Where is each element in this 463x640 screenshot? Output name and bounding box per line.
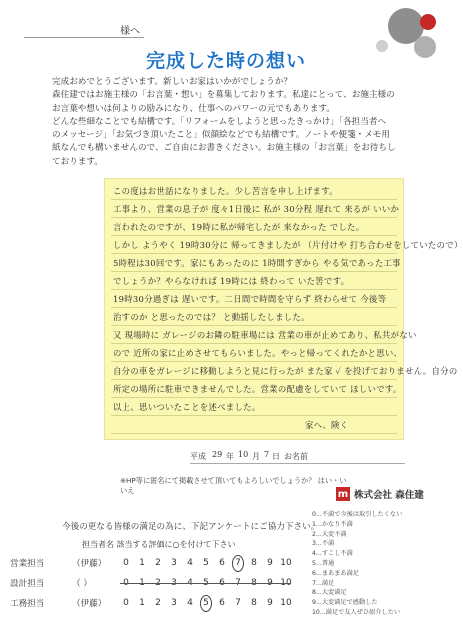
letter-rule bbox=[111, 379, 397, 380]
survey-row bbox=[10, 555, 294, 571]
date-month-label: 月 bbox=[252, 452, 260, 461]
rating-option[interactable]: 3 bbox=[171, 558, 177, 568]
salutation-field bbox=[24, 22, 144, 38]
survey-row bbox=[10, 595, 294, 611]
legend-item: 10...満足で友人ぜひ紹介したい bbox=[312, 608, 401, 616]
rating-option[interactable]: 3 bbox=[171, 578, 177, 588]
letter-rule bbox=[111, 415, 397, 416]
intro-line: どんな些細なことでも結構です。「リフォームをしようと思ったきっかけ」「各担当者へ bbox=[52, 116, 387, 127]
legend-item: 6...まあまあ満足 bbox=[312, 569, 359, 577]
rating-scale bbox=[118, 598, 294, 608]
letter-rule bbox=[111, 343, 397, 344]
legend-item: 5...普通 bbox=[312, 559, 335, 567]
company-brand bbox=[336, 486, 424, 502]
rating-option[interactable]: 10 bbox=[280, 578, 292, 588]
dot-red bbox=[420, 14, 436, 30]
legend-item: 3...不満 bbox=[312, 540, 335, 548]
rating-option[interactable]: 9 bbox=[267, 578, 273, 588]
letter-line: 5時程は30回です。家にもあったのに 1時間すぎから やる気であった工事 bbox=[113, 258, 401, 268]
letter-line: 又 現場時に ガレージのお隣の駐車場には 営業の車が止めてあり、私共がない bbox=[113, 330, 417, 340]
rating-option[interactable]: 6 bbox=[219, 558, 225, 568]
date-year-label: 年 bbox=[226, 452, 234, 461]
legend-item: 7...満足 bbox=[312, 579, 335, 587]
rating-option[interactable]: 2 bbox=[155, 578, 161, 588]
rating-option[interactable]: 8 bbox=[251, 558, 257, 568]
rating-option[interactable]: 1 bbox=[139, 558, 145, 568]
legend-item: 4...すこし不満 bbox=[312, 550, 353, 558]
rating-option[interactable]: 5 bbox=[203, 558, 209, 568]
legend-item: 2...大変不満 bbox=[312, 530, 347, 538]
rating-option[interactable]: 0 bbox=[123, 558, 129, 568]
letter-line: 言われたのですが、19時に私が帰宅したが 来なかった でした。 bbox=[113, 222, 365, 232]
legend-item: 1...かなり不満 bbox=[312, 520, 353, 528]
legend-item: 0...不満で今後は取引したくない bbox=[312, 511, 403, 518]
salutation-label: 様へ bbox=[120, 26, 140, 37]
rating-option[interactable]: 0 bbox=[123, 598, 129, 608]
rating-option[interactable]: 3 bbox=[171, 598, 177, 608]
date-day: 7 bbox=[264, 450, 270, 459]
letter-rule bbox=[111, 217, 397, 218]
letter-rule bbox=[111, 271, 397, 272]
design-row-strikethrough bbox=[120, 583, 290, 584]
rating-option[interactable]: 10 bbox=[280, 558, 292, 568]
rating-option[interactable]: 7 bbox=[235, 578, 241, 588]
rating-option[interactable]: 5 bbox=[203, 578, 209, 588]
rating-option[interactable]: 9 bbox=[267, 558, 273, 568]
rating-option[interactable]: 9 bbox=[267, 598, 273, 608]
letter-rule bbox=[111, 397, 397, 398]
letter-line: 19時30分過ぎは 遅いです。二日間で時間を守らず 終わらせて 今後等 bbox=[113, 294, 387, 304]
rating-option[interactable]: 7 bbox=[230, 558, 246, 568]
intro-text bbox=[52, 76, 422, 169]
rating-option[interactable]: 5 bbox=[198, 598, 214, 608]
rating-option[interactable]: 8 bbox=[251, 578, 257, 588]
date-year: 29 bbox=[212, 450, 223, 459]
page-title: 完成した時の想い bbox=[145, 50, 306, 72]
hp-consent-note: ※HP等に匿名にて掲載させて頂いてもよろしいでしょうか？ はい・いいえ bbox=[120, 476, 347, 495]
rating-option[interactable]: 1 bbox=[139, 598, 145, 608]
date-day-label: 日 bbox=[272, 452, 280, 461]
letter-line: 工事より、営業の息子が 度々1日後に 私が 30分程 遅れて 来るが いいか bbox=[113, 204, 400, 214]
rating-option[interactable]: 0 bbox=[123, 578, 129, 588]
legend-item: 8...大変満足 bbox=[312, 589, 347, 597]
rating-option[interactable]: 6 bbox=[219, 598, 225, 608]
intro-line: お言葉や想いは何よりの励みになり、仕事へのパワーの元でもあります。 bbox=[52, 103, 335, 114]
rating-option[interactable]: 1 bbox=[139, 578, 145, 588]
name-label: お名前 bbox=[284, 452, 308, 461]
rating-option[interactable]: 2 bbox=[155, 598, 161, 608]
survey-heading: 今後の更なる皆様の満足の為に、下記アンケートにご協力下さい。 bbox=[62, 522, 320, 532]
letter-rule bbox=[111, 289, 397, 290]
survey-role: 設計担当 bbox=[10, 579, 45, 589]
company-logo-icon: m bbox=[337, 488, 349, 500]
intro-line: ております。 bbox=[52, 156, 103, 167]
rating-option[interactable]: 2 bbox=[155, 558, 161, 568]
rating-option[interactable]: 6 bbox=[219, 578, 225, 588]
intro-line: 紙なんでも構いませんので、ご自由にお書きください。お施主様の「お言葉」をお待ちし bbox=[52, 143, 396, 154]
rating-legend bbox=[312, 510, 448, 618]
letter-line: 所定の場所に駐車できませんでした。営業の配慮をしていて ほしいです。 bbox=[113, 384, 402, 394]
letter-rule bbox=[111, 361, 397, 362]
rating-option[interactable]: 4 bbox=[187, 558, 193, 568]
letter-line: でしょうか？やらなければ 19時には 終わって いた筈です。 bbox=[113, 276, 350, 286]
rating-option[interactable]: 7 bbox=[235, 598, 241, 608]
date-month: 10 bbox=[238, 450, 249, 459]
letter-rule bbox=[111, 235, 397, 236]
rating-option[interactable]: 4 bbox=[187, 578, 193, 588]
date-row bbox=[190, 450, 405, 464]
survey-staff-name: （伊藤） bbox=[72, 559, 107, 569]
letter-rule bbox=[111, 199, 397, 200]
survey-staff-name: （ ） bbox=[72, 579, 92, 589]
letter-line: 以上、思いついたことを述べました。 bbox=[113, 402, 261, 412]
survey-role: 営業担当 bbox=[10, 559, 45, 569]
letter-line: ので 近所の家に止めさせてもらいました。やっと帰ってくれたかと思い、 bbox=[113, 348, 403, 358]
rating-option[interactable]: 8 bbox=[251, 598, 257, 608]
letter-rule bbox=[111, 307, 397, 308]
rating-scale bbox=[118, 558, 294, 568]
survey-role: 工務担当 bbox=[10, 599, 45, 609]
letter-line: 家へ、険く bbox=[305, 420, 349, 430]
intro-line: 森住建ではお施主様の「お言葉・想い」を募集しております。私達にとって、お施主様の bbox=[52, 90, 395, 101]
intro-line: 完成おめでとうございます。新しいお家はいかがでしょうか？ bbox=[52, 77, 292, 87]
rating-option[interactable]: 10 bbox=[280, 598, 292, 608]
letter-line: 治すのか と思ったのでは？ と動揺したしました。 bbox=[113, 312, 310, 322]
survey-staff-name: （伊藤） bbox=[72, 599, 107, 609]
letter-line: しかし ようやく 19時30分に 帰ってきましたが （片付けや 打ち合わせをしていたので） bbox=[113, 240, 463, 250]
letter-rule bbox=[111, 253, 397, 254]
survey-instruction: 担当者名 該当する評価に○を付けて下さい bbox=[82, 540, 236, 549]
date-era: 平成 bbox=[190, 452, 206, 461]
handwritten-letter bbox=[104, 178, 463, 440]
letter-line: 自分の車をガレージに移動しようと見に行ったが また家 ✓ を投げておりません。自分の bbox=[113, 366, 458, 376]
letter-lines bbox=[105, 179, 463, 439]
letter-rule bbox=[111, 433, 397, 434]
intro-line: のメッセージ」「お気づき頂いたこと」似顔絵などでも結構です。ノートや便箋・メモ用 bbox=[52, 130, 390, 141]
letter-line: この度はお世話になりました。少し苦言を申し上げます。 bbox=[113, 186, 338, 196]
rating-option[interactable]: 4 bbox=[187, 598, 193, 608]
legend-item: 9...大変満足で感動した bbox=[312, 599, 378, 607]
company-name: 株式会社 森住建 bbox=[354, 490, 424, 501]
letter-rule bbox=[111, 325, 397, 326]
